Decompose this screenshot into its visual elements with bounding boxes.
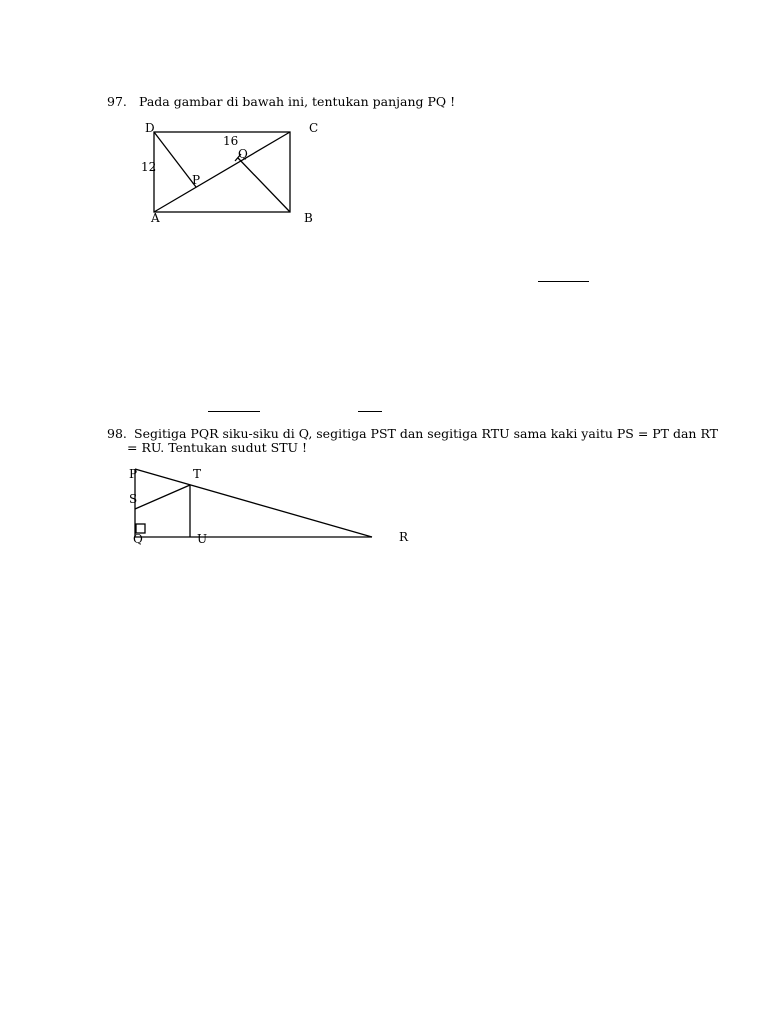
label-q-98: Q <box>133 532 143 546</box>
diagonal-ac <box>154 132 290 212</box>
segment-qb <box>238 158 290 212</box>
label-u: U <box>197 532 208 546</box>
label-q: Q <box>238 147 248 161</box>
label-side-16: 16 <box>223 134 239 148</box>
label-c: C <box>309 121 319 135</box>
label-p: P <box>192 173 201 187</box>
segment-st <box>135 485 190 509</box>
question-97-number: 97. <box>107 94 127 109</box>
question-97-text: Pada gambar di bawah ini, tentukan panjang PQ ! <box>139 94 456 109</box>
figure-97-rectangle <box>154 132 290 212</box>
question-98-text-line-2: = RU. Tentukan sudut STU ! <box>127 440 308 455</box>
label-t: T <box>193 467 202 481</box>
label-a: A <box>151 211 160 225</box>
label-d: D <box>145 121 155 135</box>
label-side-12: 12 <box>141 160 157 174</box>
label-s: S <box>129 492 138 506</box>
question-98-text-line-1: Segitiga PQR siku-siku di Q, segitiga PST dan segitiga RTU sama kaki yaitu PS = PT dan RT <box>134 426 718 441</box>
figure-98-triangle <box>135 469 372 537</box>
label-r: R <box>399 530 409 544</box>
label-b: B <box>304 211 313 225</box>
question-98-number: 98. <box>107 426 127 441</box>
label-p-98: P <box>129 467 138 481</box>
side-pr <box>135 469 372 537</box>
segment-dp <box>154 132 196 187</box>
